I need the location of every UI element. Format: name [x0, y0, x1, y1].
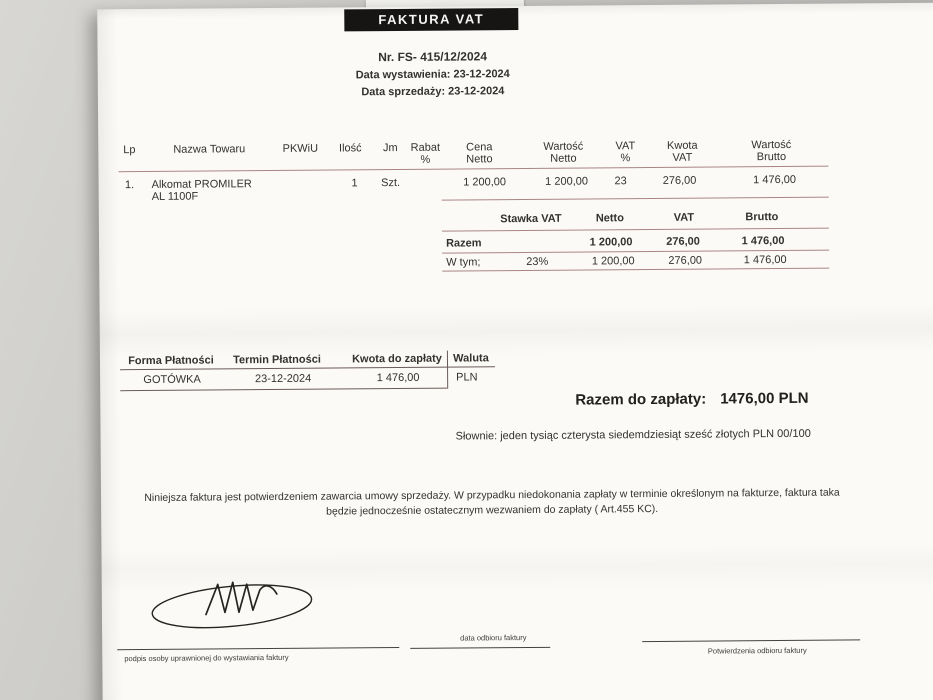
- col-header-wartosc-netto: Wartość Netto: [543, 140, 584, 165]
- summary-top-line: [442, 197, 829, 201]
- col-header-rabat: Rabat %: [410, 141, 441, 166]
- total-due-label: Razem do zapłaty:: [575, 390, 707, 409]
- invoice-title: FAKTURA VAT: [344, 8, 518, 31]
- item-name: Alkomat PROMILER AL 1100F: [151, 178, 252, 203]
- summary-razem-vat: 276,00: [666, 235, 700, 248]
- item-kwota-vat: 276,00: [662, 174, 697, 187]
- signature-label-confirmation: Potwierdzenia odbioru faktury: [707, 645, 807, 656]
- item-brutto: 1 476,00: [753, 173, 797, 187]
- col-header-pkwiu: PKWiU: [282, 142, 319, 155]
- summary-header-vat: VAT: [673, 211, 695, 224]
- amount-in-words: Słownie: jeden tysiąc czterysta siedemdziesiąt sześć złotych PLN 00/100: [455, 427, 811, 443]
- summary-header-netto: Netto: [595, 212, 624, 225]
- signature-line-receipt-date: [410, 647, 550, 649]
- summary-razem-underline: [442, 250, 829, 254]
- signature-line-issuer: [117, 647, 399, 650]
- summary-header-stawka: Stawka VAT: [500, 212, 562, 226]
- summary-wtym-label: W tym;: [446, 256, 481, 269]
- handwritten-signature: [142, 568, 328, 639]
- invoice-number: Nr. FS- 415/12/2024: [378, 49, 488, 65]
- summary-razem-label: Razem: [446, 237, 482, 250]
- item-vat: 23: [614, 175, 627, 188]
- payment-kwota-value: 1 476,00: [376, 371, 420, 385]
- summary-header-brutto: Brutto: [745, 211, 779, 224]
- col-header-cena-netto: Cena Netto: [466, 141, 493, 166]
- payment-header-waluta: Waluta: [453, 352, 489, 365]
- summary-header-underline: [442, 228, 829, 232]
- payment-header-kwota: Kwota do zapłaty: [352, 352, 442, 366]
- col-header-nazwa: Nazwa Towaru: [173, 143, 246, 156]
- col-header-jm: Jm: [382, 142, 398, 155]
- summary-razem-brutto: 1 476,00: [741, 234, 785, 248]
- payment-header-termin: Termin Płatności: [233, 353, 321, 367]
- invoice-document: [97, 3, 933, 700]
- summary-bottom-line: [442, 268, 829, 272]
- signature-label-receipt-date: data odbioru faktury: [460, 633, 527, 643]
- signature-line-confirmation: [642, 639, 860, 642]
- signature-label-issuer: podpis osoby uprawnionej do wystawiania faktury: [124, 652, 289, 664]
- col-header-lp: Lp: [123, 144, 136, 157]
- items-header-underline: [118, 166, 828, 173]
- payment-header-underline: [120, 366, 495, 370]
- col-header-vat: VAT %: [615, 140, 636, 165]
- col-header-kwota-vat: Kwota VAT: [666, 139, 698, 164]
- summary-razem-netto: 1 200,00: [589, 236, 633, 249]
- payment-forma-value: GOTÓWKA: [143, 373, 201, 387]
- col-header-ilosc: Ilość: [338, 142, 362, 155]
- payment-header-forma: Forma Płatności: [128, 354, 214, 368]
- sale-date: Data sprzedaży: 23-12-2024: [361, 85, 505, 99]
- summary-wtym-vat: 276,00: [668, 254, 703, 267]
- summary-wtym-netto: 1 200,00: [591, 255, 635, 268]
- item-qty: 1: [351, 177, 358, 190]
- item-wartosc-netto: 1 200,00: [545, 175, 589, 188]
- legal-note: Niniejsza faktura jest potwierdzeniem zawarcia umowy sprzedaży. W przypadku niedokonania zapłaty w terminie określonym na fakturze, faktura taka będzie jednocześnie ostatecznym wezwaniem do zapłaty ( Art.455 KC).: [144, 486, 840, 518]
- item-cena-netto: 1 200,00: [463, 176, 507, 189]
- payment-waluta-value: PLN: [456, 371, 478, 384]
- item-lp: 1.: [124, 179, 135, 192]
- issue-date: Data wystawienia: 23-12-2024: [355, 68, 510, 82]
- item-unit: Szt.: [381, 176, 401, 190]
- total-due-amount: 1476,00 PLN: [720, 389, 809, 408]
- payment-values-underline: [120, 388, 447, 392]
- payment-termin-value: 23-12-2024: [254, 372, 312, 386]
- summary-wtym-stawka: 23%: [526, 255, 549, 268]
- total-due: [575, 390, 808, 409]
- col-header-wartosc-brutto: Wartość Brutto: [751, 138, 792, 164]
- summary-wtym-brutto: 1 476,00: [743, 253, 787, 267]
